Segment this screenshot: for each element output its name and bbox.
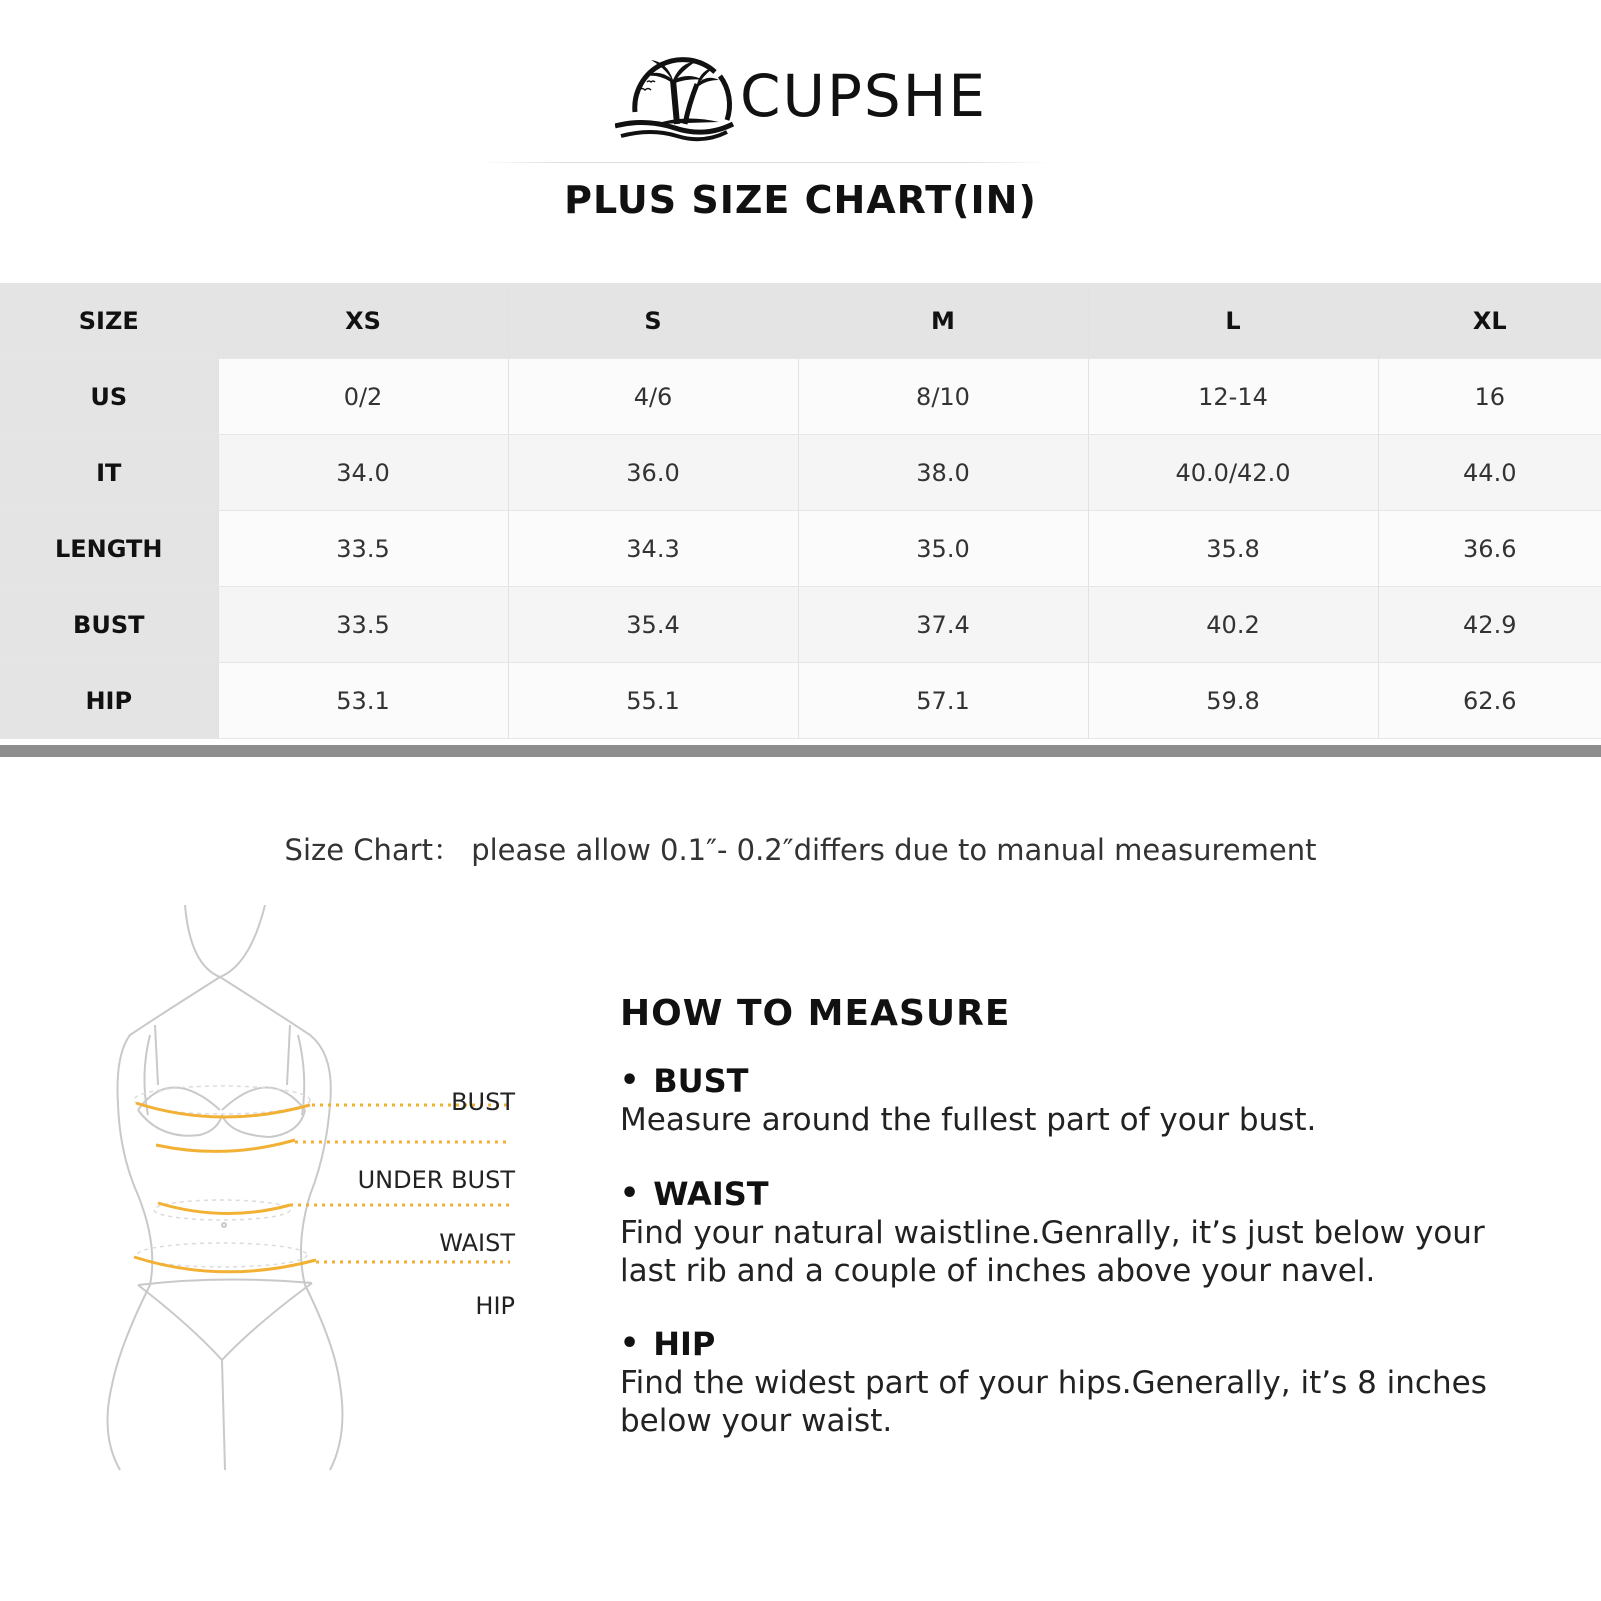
how-to-section-hip: [620, 1324, 1540, 1440]
table-cell: 16: [1378, 359, 1601, 435]
figure-label-bust: BUST: [451, 1088, 515, 1116]
table-cell: 4/6: [508, 359, 798, 435]
table-header-row: [0, 283, 1601, 359]
table-row: [0, 435, 1601, 511]
table-cell: 33.5: [218, 511, 508, 587]
figure-label-under-bust: UNDER BUST: [357, 1166, 515, 1194]
table-cell: 35.8: [1088, 511, 1378, 587]
section-title: BUST: [653, 1062, 749, 1100]
section-description: Measure around the fullest part of your bust.: [620, 1102, 1317, 1138]
figure-label-hip: HIP: [475, 1292, 515, 1320]
table-cell: 35.4: [508, 587, 798, 663]
header-xs: XS: [218, 283, 508, 359]
table-cell: 38.0: [798, 435, 1088, 511]
measurement-note: Size Chart： please allow 0.1″- 0.2″differs due to manual measurement: [284, 833, 1317, 867]
how-to-section-bust: [620, 1061, 1540, 1139]
header-l: L: [1088, 283, 1378, 359]
table-cell: 35.0: [798, 511, 1088, 587]
how-to-section-waist: [620, 1174, 1540, 1290]
table-cell: 59.8: [1088, 663, 1378, 739]
size-table: [0, 283, 1601, 739]
bullet-icon: •: [620, 1326, 640, 1361]
chart-title: PLUS SIZE CHART(IN): [564, 178, 1037, 222]
table-cell: 8/10: [798, 359, 1088, 435]
table-cell: 34.3: [508, 511, 798, 587]
table-cell: 37.4: [798, 587, 1088, 663]
table-cell: 57.1: [798, 663, 1088, 739]
row-label: IT: [0, 435, 218, 511]
table-cell: 44.0: [1378, 435, 1601, 511]
row-label: LENGTH: [0, 511, 218, 587]
table-row: [0, 663, 1601, 739]
row-label: HIP: [0, 663, 218, 739]
section-title: WAIST: [653, 1175, 769, 1213]
table-cell: 55.1: [508, 663, 798, 739]
table-cell: 42.9: [1378, 587, 1601, 663]
table-cell: 36.0: [508, 435, 798, 511]
table-row: [0, 587, 1601, 663]
table-cell: 0/2: [218, 359, 508, 435]
header-s: S: [508, 283, 798, 359]
table-cell: 12-14: [1088, 359, 1378, 435]
table-row: [0, 511, 1601, 587]
bullet-icon: •: [620, 1176, 640, 1211]
table-cell: 62.6: [1378, 663, 1601, 739]
table-cell: 33.5: [218, 587, 508, 663]
section-description: Find your natural waistline.Genrally, it’s just below your last rib and a couple of inches above your navel.: [620, 1215, 1485, 1289]
header-m: M: [798, 283, 1088, 359]
table-cell: 40.2: [1088, 587, 1378, 663]
table-cell: 53.1: [218, 663, 508, 739]
header-size: SIZE: [0, 283, 218, 359]
bullet-icon: •: [620, 1063, 640, 1098]
table-cell: 36.6: [1378, 511, 1601, 587]
row-label: US: [0, 359, 218, 435]
table-bottom-bar: [0, 745, 1601, 757]
how-to-measure-title: HOW TO MEASURE: [620, 993, 1011, 1034]
table-row: [0, 359, 1601, 435]
table-cell: 40.0/42.0: [1088, 435, 1378, 511]
section-title: HIP: [653, 1325, 716, 1363]
row-label: BUST: [0, 587, 218, 663]
brand-name: CUPSHE: [740, 62, 988, 130]
header-xl: XL: [1378, 283, 1601, 359]
header-divider: [480, 162, 1050, 163]
section-description: Find the widest part of your hips.Generally, it’s 8 inches below your waist.: [620, 1365, 1487, 1439]
table-cell: 34.0: [218, 435, 508, 511]
figure-label-waist: WAIST: [439, 1229, 515, 1257]
